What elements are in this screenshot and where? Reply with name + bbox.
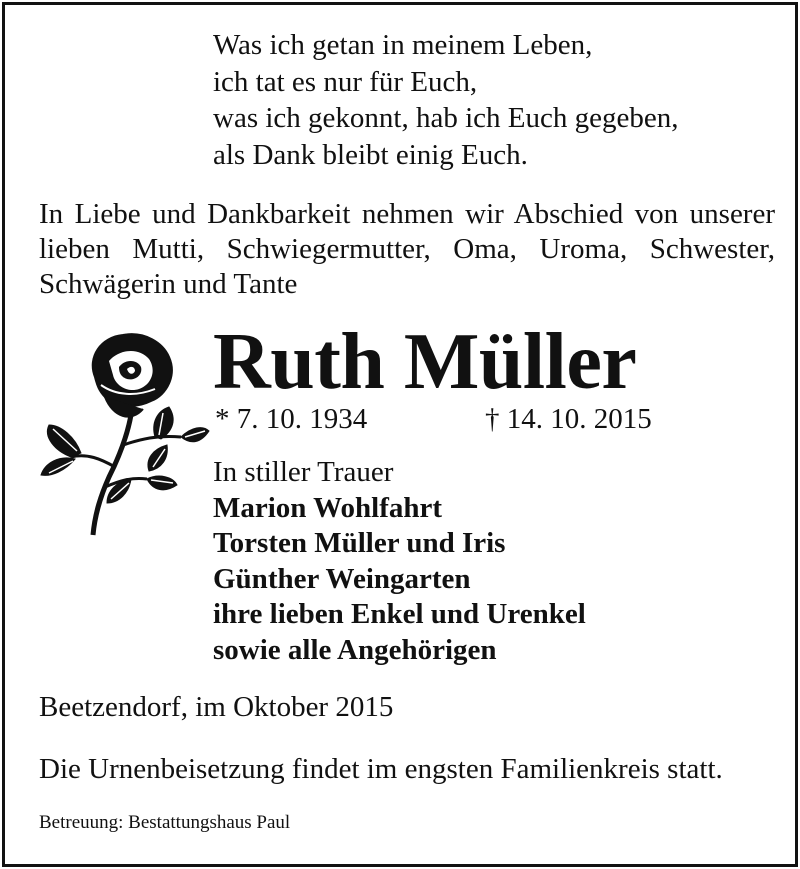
poem-line: als Dank bleibt einig Euch. [213, 138, 528, 171]
mourner-name: Marion Wohlfahrt [213, 491, 443, 524]
intro-line: Schwägerin und Tante [39, 268, 298, 300]
birth-date: * 7. 10. 1934 [215, 403, 368, 435]
mourner-name: Günther Weingarten [213, 562, 471, 595]
life-dates [215, 401, 652, 437]
intro-text [39, 197, 775, 302]
poem-line: Was ich getan in meinem Leben, [213, 29, 593, 61]
mourner-name: ihre lieben Enkel und Urenkel [213, 598, 586, 630]
deceased-name: Ruth Müller [213, 318, 637, 406]
mourner-name: Torsten Müller und Iris [213, 527, 506, 559]
funeral-service: Betreuung: Bestattungshaus Paul [39, 812, 291, 833]
poem-line: was ich gekonnt, hab ich Euch gegeben, [213, 102, 679, 134]
place-date: Beetzendorf, im Oktober 2015 [39, 691, 394, 723]
rose-icon [35, 327, 211, 541]
mourners-heading: In stiller Trauer [213, 456, 394, 488]
intro-line: lieben Mutti, Schwiegermutter, Oma, Uroma, Schwester, [39, 233, 775, 265]
obituary-frame [2, 2, 798, 867]
mourners [213, 455, 586, 668]
poem [213, 27, 678, 173]
mourner-name: sowie alle Angehörigen [213, 633, 497, 666]
intro-line: In Liebe und Dankbarkeit nehmen wir Abschied von unserer [39, 198, 775, 230]
poem-line: ich tat es nur für Euch, [213, 65, 478, 98]
burial-notice: Die Urnenbeisetzung findet im engsten Familienkreis statt. [39, 753, 723, 785]
death-date: † 14. 10. 2015 [485, 403, 652, 435]
